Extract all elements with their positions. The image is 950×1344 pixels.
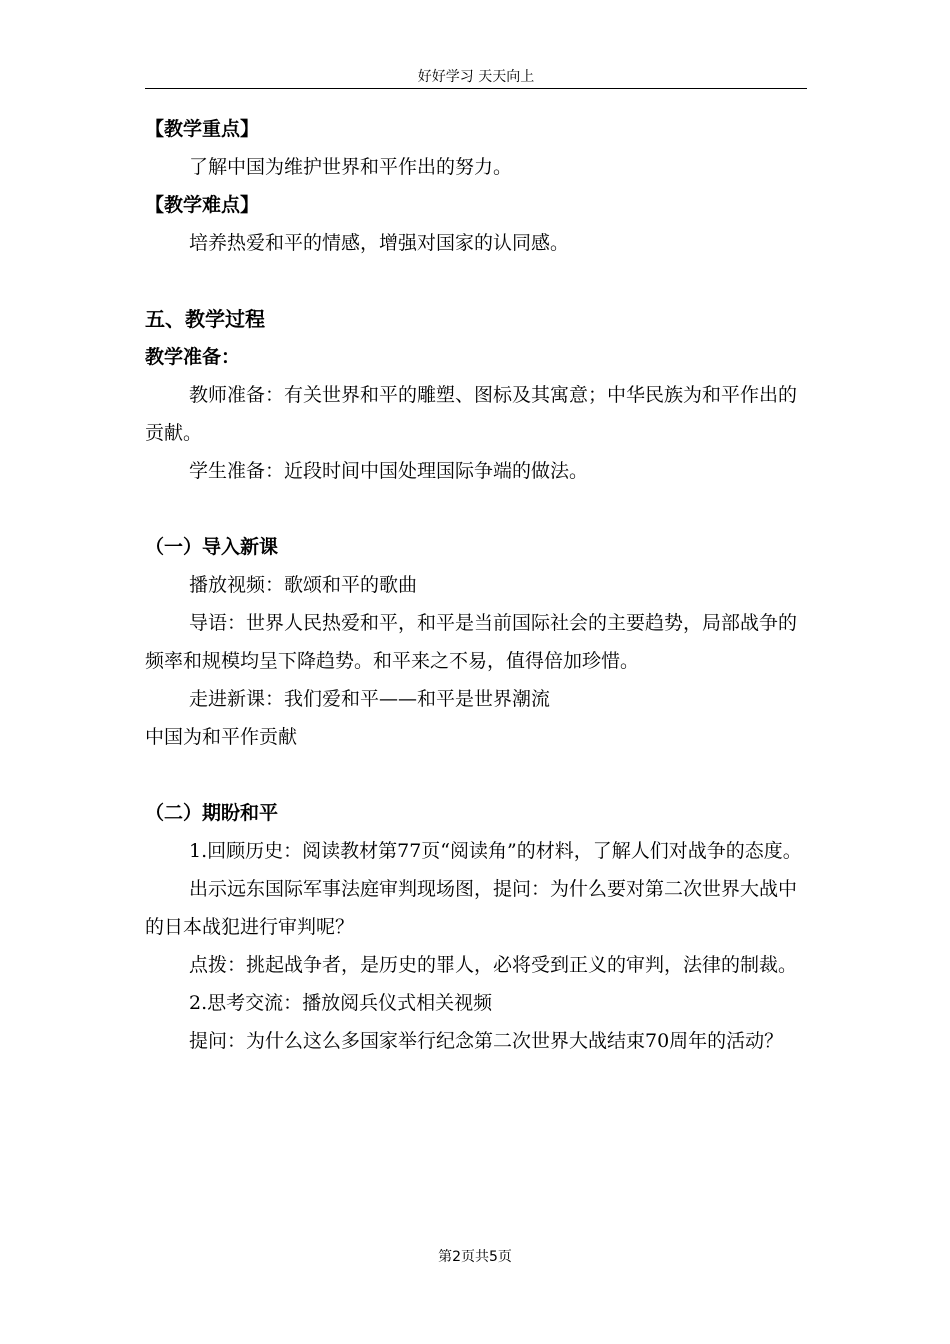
page-footer: 第2页共5页: [438, 1249, 512, 1265]
difficulties-heading: 【教学难点】: [145, 194, 260, 216]
difficulties-text: 培养热爱和平的情感，增强对国家的认同感。: [189, 232, 570, 254]
process-heading: 五、教学过程: [145, 307, 265, 331]
intro-china: 中国为和平作贡献: [145, 726, 298, 748]
page-header: 好好学习 天天向上: [145, 66, 807, 89]
key-points-text: 了解中国为维护世界和平作出的努力。: [189, 156, 513, 178]
peace-p1: 1.回顾历史：阅读教材第77页“阅读角”的材料，了解人们对战争的态度。: [189, 840, 802, 862]
peace-p5: 提问：为什么这么多国家举行纪念第二次世界大战结束70周年的活动？: [189, 1030, 784, 1052]
student-prep: 学生准备：近段时间中国处理国际争端的做法。: [189, 460, 589, 482]
key-points-heading: 【教学重点】: [145, 118, 260, 140]
spacer: [145, 490, 807, 528]
intro-heading: （一）导入新课: [145, 536, 279, 558]
teacher-prep: 教师准备：有关世界和平的雕塑、图标及其寓意；中华民族为和平作出的贡献。: [145, 384, 798, 444]
peace-p4: 2.思考交流：播放阅兵仪式相关视频: [189, 992, 493, 1014]
peace-heading: （二）期盼和平: [145, 802, 279, 824]
peace-p2: 出示远东国际军事法庭审判现场图，提问：为什么要对第二次世界大战中的日本战犯进行审判呢？: [145, 878, 798, 938]
spacer: [145, 262, 807, 300]
intro-video: 播放视频：歌颂和平的歌曲: [189, 574, 418, 596]
prep-heading: 教学准备：: [145, 346, 241, 368]
intro-guide: 导语：世界人民热爱和平，和平是当前国际社会的主要趋势，局部战争的频率和规模均呈下降趋势。和平来之不易，值得倍加珍惜。: [145, 612, 798, 672]
spacer: [145, 756, 807, 794]
peace-p3: 点拨：挑起战争者，是历史的罪人，必将受到正义的审判，法律的制裁。: [189, 954, 798, 976]
document-body: [145, 110, 807, 1060]
intro-enter: 走进新课：我们爱和平——和平是世界潮流: [189, 688, 551, 710]
